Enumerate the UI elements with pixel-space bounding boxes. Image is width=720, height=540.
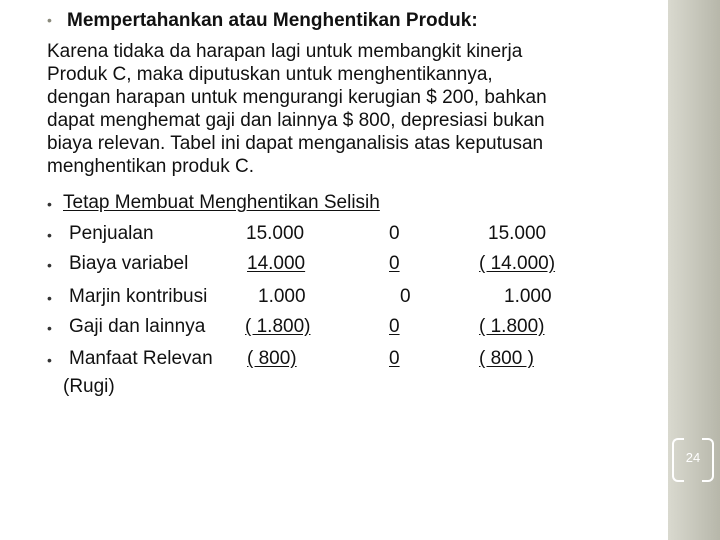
row-henti-gaji: 0 [389,316,400,337]
list-bullet: • [47,320,52,336]
paragraph-line-1: Karena tidaka da harapan lagi untuk membangkit kinerja [47,41,523,62]
row-henti-penjualan: 0 [389,223,400,244]
list-bullet: • [47,227,52,243]
row-selisih-marjin-kontribusi: 1.000 [504,286,552,307]
page-number-badge [672,438,714,480]
paragraph-line-4: dapat menghemat gaji dan lainnya $ 800, depresiasi bukan [47,110,545,131]
row-label-gaji: Gaji dan lainnya [69,316,206,337]
row-tetap-gaji: ( 1.800) [245,316,311,337]
slide-heading: Mempertahankan atau Menghentikan Produk: [67,10,478,31]
row-selisih-penjualan: 15.000 [488,223,547,244]
list-bullet: • [47,290,52,306]
list-bullet: • [47,196,52,212]
page-number: 24 [685,450,701,465]
row-henti-marjin-kontribusi: 0 [400,286,411,307]
row-label-manfaat-relevan: Manfaat Relevan [69,348,213,369]
row-selisih-gaji: ( 1.800) [479,316,545,337]
list-bullet: • [47,257,52,273]
row-label-biaya-variabel: Biaya variabel [69,253,189,274]
row-selisih-biaya-variabel: ( 14.000) [479,253,556,274]
row-label-penjualan: Penjualan [69,223,154,244]
row-henti-manfaat-relevan: 0 [389,348,400,369]
paragraph-line-5: biaya relevan. Tabel ini dapat menganalisis atas keputusan [47,133,544,154]
row-selisih-manfaat-relevan: ( 800 ) [479,348,534,369]
row-tetap-marjin-kontribusi: 1.000 [258,286,306,307]
row-tetap-penjualan: 15.000 [246,223,305,244]
heading-bullet: • [47,12,52,28]
paragraph-line-2: Produk C, maka diputuskan untuk menghentikannya, [47,64,493,85]
row-tetap-biaya-variabel: 14.000 [247,253,306,274]
row-tetap-manfaat-relevan: ( 800) [247,348,297,369]
paragraph-line-3: dengan harapan untuk mengurangi kerugian $ 200, bahkan [47,87,547,108]
row-label-continuation: (Rugi) [63,376,115,397]
row-label-marjin-kontribusi: Marjin kontribusi [69,286,208,307]
paragraph-line-6: menghentikan produk C. [47,156,255,177]
table-header: Tetap Membuat Menghentikan Selisih [63,192,380,213]
row-henti-biaya-variabel: 0 [389,253,400,274]
list-bullet: • [47,352,52,368]
